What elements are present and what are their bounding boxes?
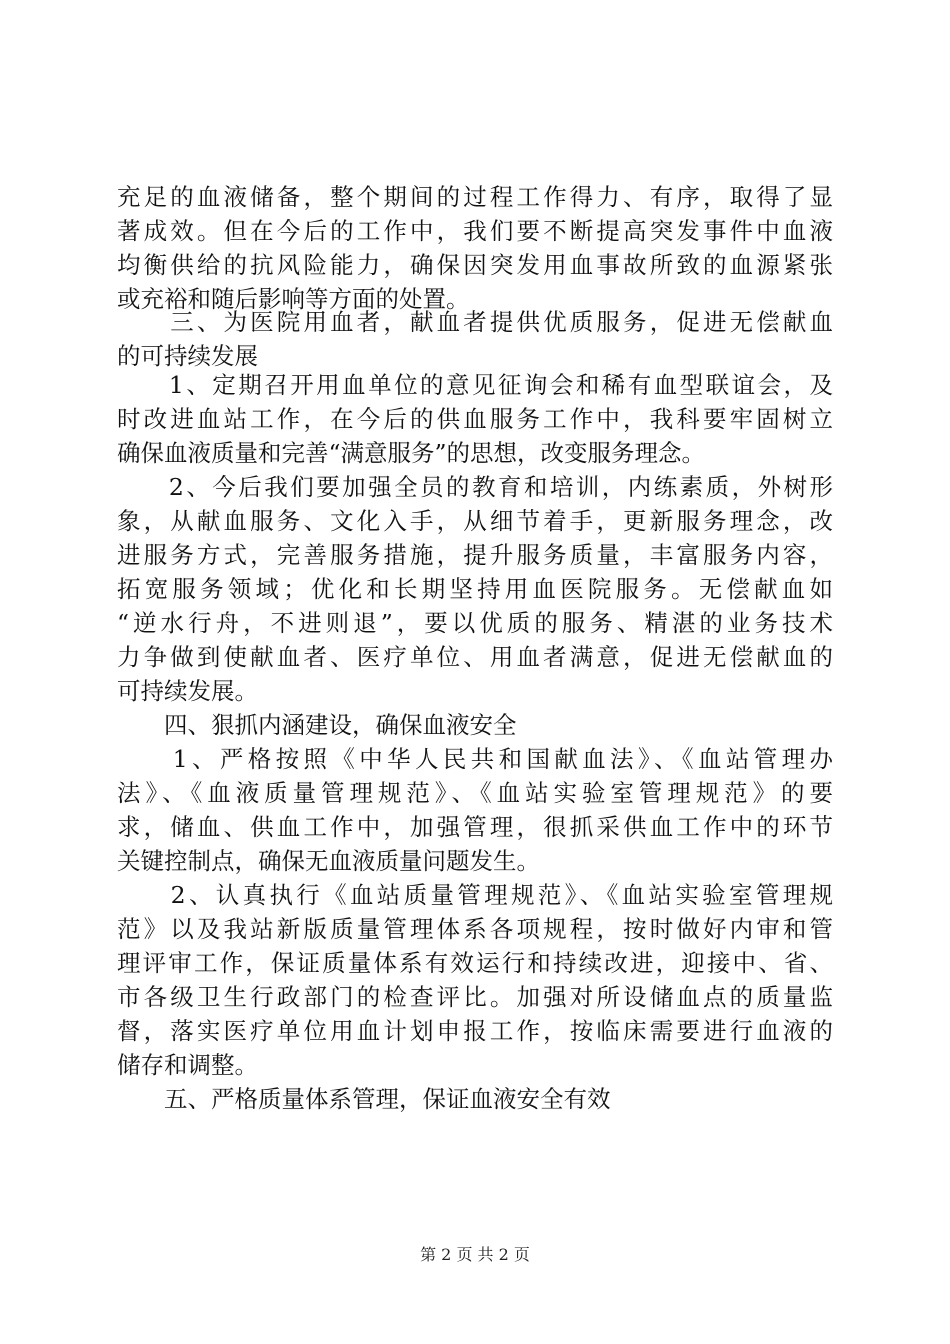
text-line: 可持续发展。 [117,677,258,705]
text-line: 法》、《血液质量管理规范》、《血站实验室管理规范》的要 [117,779,833,807]
text-line: 市各级卫生行政部门的检查评比。加强对所设储血点的质量监 [117,983,833,1011]
text-line: 均衡供给的抗风险能力，确保因突发用血事故所致的血源紧张 [117,251,833,279]
text-line: 理评审工作，保证质量体系有效运行和持续改进，迎接中、省、 [117,949,833,977]
section-heading: 五、严格质量体系管理，保证血液安全有效 [117,1085,611,1113]
text-line: 或充裕和随后影响等方面的处置。 [117,285,470,313]
page-footer: 第 2 页 共 2 页 [420,1245,530,1264]
text-line: 2、今后我们要加强全员的教育和培训，内练素质，外树形 [117,473,833,501]
text-line: 1、定期召开用血单位的意见征询会和稀有血型联谊会，及 [117,371,833,399]
section-heading: 三、为医院用血者，献血者提供优质服务，促进无偿献血 [117,308,833,336]
text-line: 1、严格按照《中华人民共和国献血法》、《血站管理办 [117,745,833,773]
text-line: 2、认真执行《血站质量管理规范》、《血站实验室管理规 [117,881,833,909]
text-line: 储存和调整。 [117,1051,258,1079]
text-line: 著成效。但在今后的工作中，我们要不断提高突发事件中血液 [117,217,833,245]
text-line: 充足的血液储备，整个期间的过程工作得力、有序，取得了显 [117,183,833,211]
text-line: 时改进血站工作，在今后的供血服务工作中，我科要牢固树立 [117,405,833,433]
text-line: 力争做到使献血者、医疗单位、用血者满意，促进无偿献血的 [117,643,833,671]
text-line: 范》以及我站新版质量管理体系各项规程，按时做好内审和管 [117,915,833,943]
text-line: “逆水行舟，不进则退”，要以优质的服务、精湛的业务技术 [117,609,833,637]
text-line: 求，储血、供血工作中，加强管理，很抓采供血工作中的环节 [117,813,833,841]
text-line: 拓宽服务领域；优化和长期坚持用血医院服务。无偿献血如 [117,575,833,603]
text-line: 确保血液质量和完善“满意服务”的思想，改变服务理念。 [117,439,706,467]
text-line: 关键控制点，确保无血液质量问题发生。 [117,847,540,875]
text-line: 进服务方式，完善服务措施，提升服务质量，丰富服务内容， [117,541,833,569]
text-line: 督，落实医疗单位用血计划申报工作，按临床需要进行血液的 [117,1017,833,1045]
section-heading: 四、狠抓内涵建设，确保血液安全 [117,711,517,739]
text-line: 的可持续发展 [117,342,258,370]
text-line: 象，从献血服务、文化入手，从细节着手，更新服务理念，改 [117,507,833,535]
